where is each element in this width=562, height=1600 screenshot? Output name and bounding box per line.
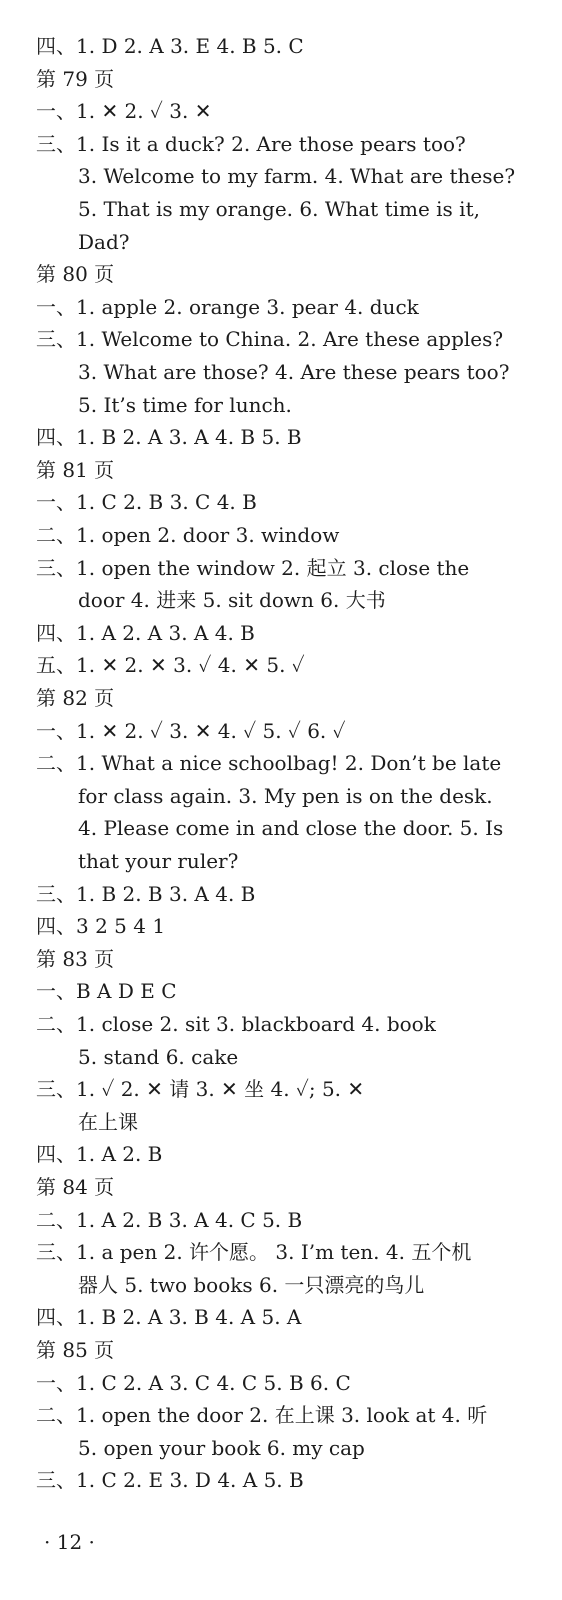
answer-line: 一、1. C 2. A 3. C 4. C 5. B 6. C	[36, 1371, 351, 1395]
answer-line: 3. What are those? 4. Are these pears too?	[78, 360, 510, 384]
answer-line: 一、1. apple 2. orange 3. pear 4. duck	[36, 295, 419, 319]
answer-line: 四、1. D 2. A 3. E 4. B 5. C	[36, 34, 304, 58]
page-heading: 第 85 页	[36, 1338, 115, 1362]
answer-line: 三、1. C 2. E 3. D 4. A 5. B	[36, 1468, 304, 1492]
answer-line: 五、1. ✕ 2. ✕ 3. ✓ 4. ✕ 5. ✓	[36, 653, 305, 677]
answer-line: 5. That is my orange. 6. What time is it,	[78, 197, 480, 221]
answer-line: 一、B A D E C	[36, 979, 177, 1003]
answer-line: 三、1. Welcome to China. 2. Are these apples?	[36, 327, 504, 351]
answer-line: 在上课	[78, 1110, 138, 1134]
answer-line: 一、1. ✕ 2. ✓ 3. ✕ 4. ✓ 5. ✓ 6. ✓	[36, 719, 346, 743]
answer-line: 二、1. A 2. B 3. A 4. C 5. B	[36, 1208, 303, 1232]
answer-line: 三、1. Is it a duck? 2. Are those pears too?	[36, 132, 466, 156]
answer-line: 四、1. A 2. B	[36, 1142, 163, 1166]
answer-line: 三、1. a pen 2. 许个愿。 3. I’m ten. 4. 五个机	[36, 1240, 472, 1264]
answer-line: 四、1. B 2. A 3. B 4. A 5. A	[36, 1305, 302, 1329]
page-heading: 第 84 页	[36, 1175, 115, 1199]
page-heading: 第 83 页	[36, 947, 115, 971]
answer-line: 5. stand 6. cake	[78, 1045, 239, 1069]
answer-line: 二、1. open the door 2. 在上课 3. look at 4. 听	[36, 1403, 488, 1427]
answer-line: 四、1. A 2. A 3. A 4. B	[36, 621, 255, 645]
answer-line: 三、1. ✓ 2. ✕ 请 3. ✕ 坐 4. ✓; 5. ✕	[36, 1077, 365, 1101]
answer-line: 一、1. C 2. B 3. C 4. B	[36, 490, 257, 514]
answer-line: that your ruler?	[78, 849, 239, 873]
answer-line: 三、1. B 2. B 3. A 4. B	[36, 882, 256, 906]
answer-line: 二、1. What a nice schoolbag! 2. Don’t be late	[36, 751, 502, 775]
answer-line: 二、1. close 2. sit 3. blackboard 4. book	[36, 1012, 436, 1036]
page-number: · 12 ·	[44, 1530, 95, 1554]
answer-line: 四、1. B 2. A 3. A 4. B 5. B	[36, 425, 302, 449]
answer-line: 一、1. ✕ 2. ✓ 3. ✕	[36, 99, 212, 123]
answer-line: 器人 5. two books 6. 一只漂亮的鸟儿	[78, 1273, 425, 1297]
answer-line: for class again. 3. My pen is on the desk.	[78, 784, 493, 808]
answer-line: 5. It’s time for lunch.	[78, 393, 292, 417]
answer-line: 三、1. open the window 2. 起立 3. close the	[36, 556, 470, 580]
answer-line: 四、3 2 5 4 1	[36, 914, 166, 938]
answer-line: door 4. 进来 5. sit down 6. 大书	[78, 588, 386, 612]
page-heading: 第 79 页	[36, 67, 115, 91]
answer-line: 5. open your book 6. my cap	[78, 1436, 365, 1460]
answer-line: 3. Welcome to my farm. 4. What are these?	[78, 164, 516, 188]
answer-line: Dad?	[78, 230, 130, 254]
page-heading: 第 80 页	[36, 262, 115, 286]
page-heading: 第 82 页	[36, 686, 115, 710]
answer-line: 二、1. open 2. door 3. window	[36, 523, 340, 547]
page-heading: 第 81 页	[36, 458, 115, 482]
answer-line: 4. Please come in and close the door. 5. Is	[78, 816, 504, 840]
